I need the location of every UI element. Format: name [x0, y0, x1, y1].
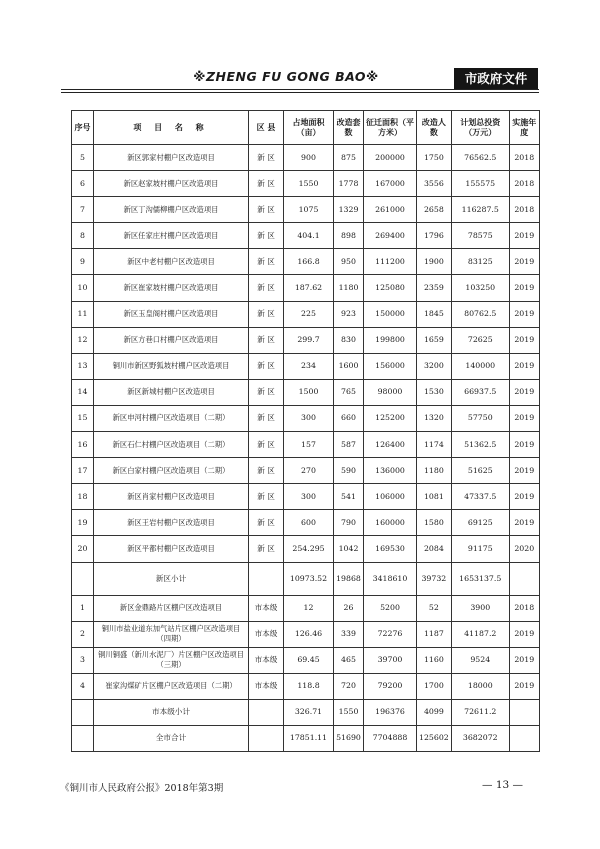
cell-year: 2019	[509, 379, 539, 405]
section-label: 市政府文件	[454, 68, 538, 90]
cell-area: 900	[284, 145, 334, 171]
cell-district: 新 区	[249, 458, 284, 484]
cell-units: 590	[334, 458, 364, 484]
cell-area: 187.62	[284, 275, 334, 301]
cell-area: 10973.52	[284, 562, 334, 595]
cell-units: 923	[334, 301, 364, 327]
cell-area: 300	[284, 405, 334, 431]
cell-units: 19868	[334, 562, 364, 595]
table-row	[72, 379, 540, 405]
header-year: 实施年度	[509, 111, 539, 145]
cell-name: 新区丁沟儒柳棚户区改造项目	[94, 197, 249, 223]
cell-investment: 3682072	[451, 725, 509, 751]
cell-year: 2019	[509, 621, 539, 647]
table-row	[72, 353, 540, 379]
cell-people: 52	[417, 595, 452, 621]
cell-units: 950	[334, 249, 364, 275]
cell-investment: 80762.5	[451, 301, 509, 327]
cell-acquisition: 98000	[364, 379, 417, 405]
cell-people: 125602	[417, 725, 452, 751]
cell-investment: 140000	[451, 353, 509, 379]
cell-people: 1180	[417, 458, 452, 484]
cell-investment: 103250	[451, 275, 509, 301]
cell-acquisition: 106000	[364, 484, 417, 510]
cell-area: 1550	[284, 171, 334, 197]
cell-district: 新 区	[249, 510, 284, 536]
cell-name: 铜川铜盛（新川水泥厂）片区棚户区改造项目（三期）	[94, 647, 249, 673]
cell-seq: 11	[72, 301, 94, 327]
cell-seq: 18	[72, 484, 94, 510]
table-row	[72, 275, 540, 301]
cell-acquisition: 261000	[364, 197, 417, 223]
table-header-row	[72, 111, 540, 145]
cell-people: 1845	[417, 301, 452, 327]
cell-year: 2018	[509, 171, 539, 197]
cell-area: 270	[284, 458, 334, 484]
table-row	[72, 673, 540, 699]
cell-people: 2359	[417, 275, 452, 301]
cell-name: 新区申河村棚户区改造项目（二期）	[94, 405, 249, 431]
cell-units: 26	[334, 595, 364, 621]
cell-name: 新区白家村棚户区改造项目（二期）	[94, 458, 249, 484]
cell-seq: 8	[72, 223, 94, 249]
cell-seq: 20	[72, 536, 94, 562]
cell-acquisition: 199800	[364, 327, 417, 353]
cell-label: 全市合计	[94, 725, 249, 751]
cell-acquisition: 5200	[364, 595, 417, 621]
cell-investment: 69125	[451, 510, 509, 536]
cell-people: 1700	[417, 673, 452, 699]
cell-seq: 12	[72, 327, 94, 353]
cell-acquisition: 3418610	[364, 562, 417, 595]
cell-units: 765	[334, 379, 364, 405]
cell-units: 465	[334, 647, 364, 673]
cell-seq: 3	[72, 647, 94, 673]
empty-cell	[72, 699, 94, 725]
cell-seq: 7	[72, 197, 94, 223]
table-row	[72, 249, 540, 275]
cell-seq: 4	[72, 673, 94, 699]
cell-people: 1160	[417, 647, 452, 673]
cell-area: 118.8	[284, 673, 334, 699]
cell-people: 39732	[417, 562, 452, 595]
cell-area: 157	[284, 432, 334, 458]
cell-year: 2019	[509, 484, 539, 510]
cell-people: 1320	[417, 405, 452, 431]
cell-people: 1659	[417, 327, 452, 353]
cell-area: 234	[284, 353, 334, 379]
table-row	[72, 458, 540, 484]
cell-acquisition: 200000	[364, 145, 417, 171]
cell-district: 市本级	[249, 621, 284, 647]
cell-name: 新区石仁村棚户区改造项目（二期）	[94, 432, 249, 458]
cell-investment: 1653137.5	[451, 562, 509, 595]
cell-investment: 57750	[451, 405, 509, 431]
cell-acquisition: 7704888	[364, 725, 417, 751]
cell-people: 1580	[417, 510, 452, 536]
cell-people: 1750	[417, 145, 452, 171]
cell-district: 新 区	[249, 223, 284, 249]
cell-year: 2019	[509, 301, 539, 327]
cell-people: 3200	[417, 353, 452, 379]
cell-district: 新 区	[249, 171, 284, 197]
cell-area: 326.71	[284, 699, 334, 725]
empty-cell	[509, 699, 539, 725]
cell-year: 2019	[509, 223, 539, 249]
cell-name: 新区赵家坡村棚户区改造项目	[94, 171, 249, 197]
cell-units: 339	[334, 621, 364, 647]
cell-district: 新 区	[249, 353, 284, 379]
cell-units: 1550	[334, 699, 364, 725]
cell-acquisition: 160000	[364, 510, 417, 536]
cell-label: 新区小计	[94, 562, 249, 595]
cell-name: 铜川市盐业道东加气站片区棚户区改造项目（四期）	[94, 621, 249, 647]
cell-seq: 14	[72, 379, 94, 405]
cell-investment: 72625	[451, 327, 509, 353]
cell-area: 254.295	[284, 536, 334, 562]
cell-acquisition: 150000	[364, 301, 417, 327]
cell-acquisition: 72276	[364, 621, 417, 647]
cell-seq: 1	[72, 595, 94, 621]
table-row	[72, 536, 540, 562]
header-acquisition: 征迁面积（平方米）	[364, 111, 417, 145]
cell-investment: 51362.5	[451, 432, 509, 458]
cell-name: 新区任家庄村棚户区改造项目	[94, 223, 249, 249]
cell-investment: 18000	[451, 673, 509, 699]
cell-area: 126.46	[284, 621, 334, 647]
cell-area: 600	[284, 510, 334, 536]
cell-district: 新 区	[249, 484, 284, 510]
cell-investment: 41187.2	[451, 621, 509, 647]
cell-units: 660	[334, 405, 364, 431]
cell-district: 市本级	[249, 673, 284, 699]
header-people: 改造人数	[417, 111, 452, 145]
cell-district: 新 区	[249, 301, 284, 327]
cell-area: 300	[284, 484, 334, 510]
cell-investment: 91175	[451, 536, 509, 562]
header-units: 改造套数	[334, 111, 364, 145]
cell-people: 1081	[417, 484, 452, 510]
cell-seq: 17	[72, 458, 94, 484]
cell-district: 新 区	[249, 379, 284, 405]
table-row	[72, 405, 540, 431]
cell-name: 新区郭家村棚户区改造项目	[94, 145, 249, 171]
cell-year: 2019	[509, 249, 539, 275]
cell-units: 1329	[334, 197, 364, 223]
cell-seq: 2	[72, 621, 94, 647]
cell-year: 2019	[509, 673, 539, 699]
cell-investment: 3900	[451, 595, 509, 621]
cell-acquisition: 125200	[364, 405, 417, 431]
cell-district: 市本级	[249, 595, 284, 621]
cell-year: 2019	[509, 275, 539, 301]
cell-people: 2658	[417, 197, 452, 223]
cell-investment: 83125	[451, 249, 509, 275]
cell-district: 新 区	[249, 536, 284, 562]
table-row	[72, 197, 540, 223]
cell-seq: 10	[72, 275, 94, 301]
cell-units: 1778	[334, 171, 364, 197]
cell-units: 875	[334, 145, 364, 171]
table-row	[72, 595, 540, 621]
cell-acquisition: 196376	[364, 699, 417, 725]
cell-name: 新区崔家坡村棚户区改造项目	[94, 275, 249, 301]
cell-year: 2019	[509, 405, 539, 431]
cell-acquisition: 111200	[364, 249, 417, 275]
cell-year: 2019	[509, 327, 539, 353]
table-row	[72, 647, 540, 673]
cell-acquisition: 79200	[364, 673, 417, 699]
cell-district: 市本级	[249, 647, 284, 673]
subtotal-row-city	[72, 699, 540, 725]
cell-district: 新 区	[249, 145, 284, 171]
cell-units: 898	[334, 223, 364, 249]
header-project: 项 目 名 称	[94, 111, 249, 145]
cell-seq: 16	[72, 432, 94, 458]
cell-units: 1600	[334, 353, 364, 379]
cell-acquisition: 136000	[364, 458, 417, 484]
cell-seq: 9	[72, 249, 94, 275]
cell-name: 新区玉皇阁村棚户区改造项目	[94, 301, 249, 327]
cell-people: 3556	[417, 171, 452, 197]
cell-seq: 15	[72, 405, 94, 431]
cell-units: 720	[334, 673, 364, 699]
empty-cell	[72, 725, 94, 751]
page-number: — 13 —	[482, 779, 524, 791]
cell-units: 541	[334, 484, 364, 510]
cell-district: 新 区	[249, 249, 284, 275]
cell-seq: 13	[72, 353, 94, 379]
cell-investment: 66937.5	[451, 379, 509, 405]
cell-name: 新区平都村棚户区改造项目	[94, 536, 249, 562]
cell-area: 1075	[284, 197, 334, 223]
cell-seq: 5	[72, 145, 94, 171]
project-table	[71, 110, 540, 752]
cell-people: 1796	[417, 223, 452, 249]
cell-area: 12	[284, 595, 334, 621]
table-row	[72, 484, 540, 510]
cell-investment: 76562.5	[451, 145, 509, 171]
cell-year: 2018	[509, 197, 539, 223]
cell-year: 2019	[509, 353, 539, 379]
cell-units: 51690	[334, 725, 364, 751]
cell-year: 2019	[509, 432, 539, 458]
cell-year: 2019	[509, 510, 539, 536]
header-investment: 计划总投资（万元）	[451, 111, 509, 145]
empty-cell	[509, 562, 539, 595]
cell-name: 新区方巷口村棚户区改造项目	[94, 327, 249, 353]
cell-people: 1900	[417, 249, 452, 275]
cell-investment: 78575	[451, 223, 509, 249]
table-row	[72, 171, 540, 197]
cell-name: 新区新城村棚户区改造项目	[94, 379, 249, 405]
cell-name: 新区王岩村棚户区改造项目	[94, 510, 249, 536]
cell-year: 2020	[509, 536, 539, 562]
cell-acquisition: 269400	[364, 223, 417, 249]
cell-area: 225	[284, 301, 334, 327]
cell-investment: 9524	[451, 647, 509, 673]
table-row	[72, 432, 540, 458]
cell-investment: 51625	[451, 458, 509, 484]
cell-investment: 116287.5	[451, 197, 509, 223]
cell-year: 2019	[509, 458, 539, 484]
empty-cell	[249, 562, 284, 595]
cell-name: 铜川市新区野狐坡村棚户区改造项目	[94, 353, 249, 379]
journal-title: ※ZHENG FU GONG BAO※	[193, 69, 379, 84]
cell-year: 2018	[509, 595, 539, 621]
header-rule-thin	[61, 92, 539, 93]
header-area: 占地面积（亩）	[284, 111, 334, 145]
cell-name: 新区中老村棚户区改造项目	[94, 249, 249, 275]
empty-cell	[72, 562, 94, 595]
publication-footer: 《铜川市人民政府公报》2018年第3期	[60, 783, 224, 794]
cell-units: 830	[334, 327, 364, 353]
cell-district: 新 区	[249, 432, 284, 458]
cell-people: 2084	[417, 536, 452, 562]
cell-units: 790	[334, 510, 364, 536]
table-row	[72, 327, 540, 353]
cell-units: 587	[334, 432, 364, 458]
cell-seq: 6	[72, 171, 94, 197]
cell-district: 新 区	[249, 327, 284, 353]
cell-area: 1500	[284, 379, 334, 405]
header-seq: 序号	[72, 111, 94, 145]
table-row	[72, 510, 540, 536]
empty-cell	[249, 725, 284, 751]
cell-name: 崔家沟煤矿片区棚户区改造项目（二期）	[94, 673, 249, 699]
cell-people: 1187	[417, 621, 452, 647]
cell-district: 新 区	[249, 197, 284, 223]
table-row	[72, 223, 540, 249]
cell-acquisition: 156000	[364, 353, 417, 379]
cell-acquisition: 167000	[364, 171, 417, 197]
cell-acquisition: 125080	[364, 275, 417, 301]
cell-area: 166.8	[284, 249, 334, 275]
cell-people: 1530	[417, 379, 452, 405]
cell-area: 17851.11	[284, 725, 334, 751]
cell-district: 新 区	[249, 405, 284, 431]
table-row	[72, 301, 540, 327]
cell-year: 2018	[509, 145, 539, 171]
table-row	[72, 621, 540, 647]
cell-acquisition: 126400	[364, 432, 417, 458]
cell-acquisition: 169530	[364, 536, 417, 562]
cell-people: 4099	[417, 699, 452, 725]
cell-name: 新区金鼎路片区棚户区改造项目	[94, 595, 249, 621]
cell-area: 299.7	[284, 327, 334, 353]
subtotal-row-new-district	[72, 562, 540, 595]
header-rule	[61, 89, 539, 90]
cell-seq: 19	[72, 510, 94, 536]
cell-units: 1042	[334, 536, 364, 562]
cell-units: 1180	[334, 275, 364, 301]
table-row	[72, 145, 540, 171]
empty-cell	[249, 699, 284, 725]
header-district: 区 县	[249, 111, 284, 145]
cell-district: 新 区	[249, 275, 284, 301]
cell-area: 404.1	[284, 223, 334, 249]
cell-investment: 72611.2	[451, 699, 509, 725]
cell-area: 69.45	[284, 647, 334, 673]
cell-acquisition: 39700	[364, 647, 417, 673]
cell-label: 市本级小计	[94, 699, 249, 725]
cell-investment: 47337.5	[451, 484, 509, 510]
cell-year: 2019	[509, 647, 539, 673]
cell-name: 新区肖家村棚户区改造项目	[94, 484, 249, 510]
grand-total-row	[72, 725, 540, 751]
empty-cell	[509, 725, 539, 751]
cell-people: 1174	[417, 432, 452, 458]
cell-investment: 155575	[451, 171, 509, 197]
